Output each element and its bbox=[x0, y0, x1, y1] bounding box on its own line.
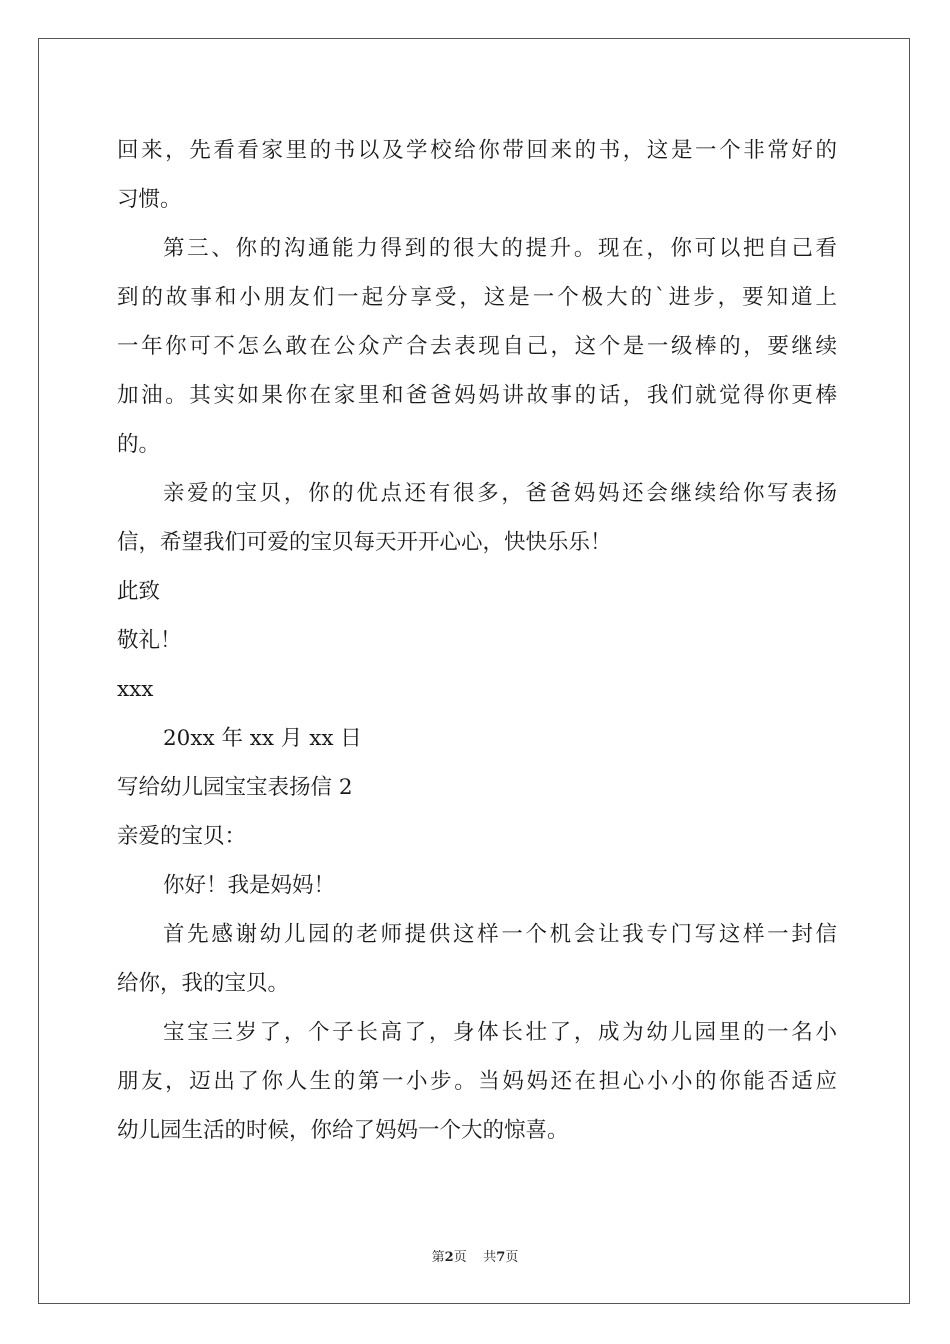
text-line: 你好！我是妈妈！ bbox=[163, 873, 336, 898]
text-line: 的。 bbox=[117, 432, 161, 457]
page-suffix: 页 bbox=[453, 1250, 467, 1265]
page-footer bbox=[0, 1246, 950, 1265]
text-line: 第三、你的沟通能力得到的很大的提升。现在，你可以把自己看 bbox=[163, 236, 837, 261]
text-line: 到的故事和小朋友们一起分享受，这是一个极大的`进步，要知道上 bbox=[117, 285, 837, 310]
text-line: 亲爱的宝贝，你的优点还有很多，爸爸妈妈还会继续给你写表扬 bbox=[163, 481, 837, 506]
total-prefix: 共 bbox=[483, 1250, 497, 1265]
closing-salutation: 此致 bbox=[117, 579, 161, 604]
page-total: 7 bbox=[496, 1250, 506, 1265]
section-title: 写给幼儿园宝宝表扬信 2 bbox=[117, 775, 353, 800]
page-prefix: 第 bbox=[431, 1250, 445, 1265]
date-line: 20xx 年 xx 月 xx 日 bbox=[163, 726, 362, 751]
text-line: 首先感谢幼儿园的老师提供这样一个机会让我专门写这样一封信 bbox=[163, 922, 837, 947]
page-current: 2 bbox=[444, 1250, 454, 1265]
text-line: 宝宝三岁了，个子长高了，身体长壮了，成为幼儿园里的一名小 bbox=[163, 1020, 837, 1045]
text-line: 朋友，迈出了你人生的第一小步。当妈妈还在担心小小的你能否适应 bbox=[117, 1069, 837, 1094]
greeting: 亲爱的宝贝： bbox=[117, 824, 247, 849]
text-line: 幼儿园生活的时候，你给了妈妈一个大的惊喜。 bbox=[117, 1118, 569, 1143]
total-suffix: 页 bbox=[505, 1250, 519, 1265]
signature: xxx bbox=[117, 677, 154, 702]
text-line: 信，希望我们可爱的宝贝每天开开心心，快快乐乐！ bbox=[117, 530, 612, 555]
text-line: 回来，先看看家里的书以及学校给你带回来的书，这是一个非常好的 bbox=[117, 138, 837, 163]
text-line: 加油。其实如果你在家里和爸爸妈妈讲故事的话，我们就觉得你更棒 bbox=[117, 383, 837, 408]
document-body bbox=[117, 126, 837, 1155]
text-line: 习惯。 bbox=[117, 187, 182, 212]
closing-regards: 敬礼！ bbox=[117, 628, 182, 653]
text-line: 一年你可不怎么敢在公众产合去表现自己，这个是一级棒的，要继续 bbox=[117, 334, 837, 359]
text-line: 给你，我的宝贝。 bbox=[117, 971, 290, 996]
